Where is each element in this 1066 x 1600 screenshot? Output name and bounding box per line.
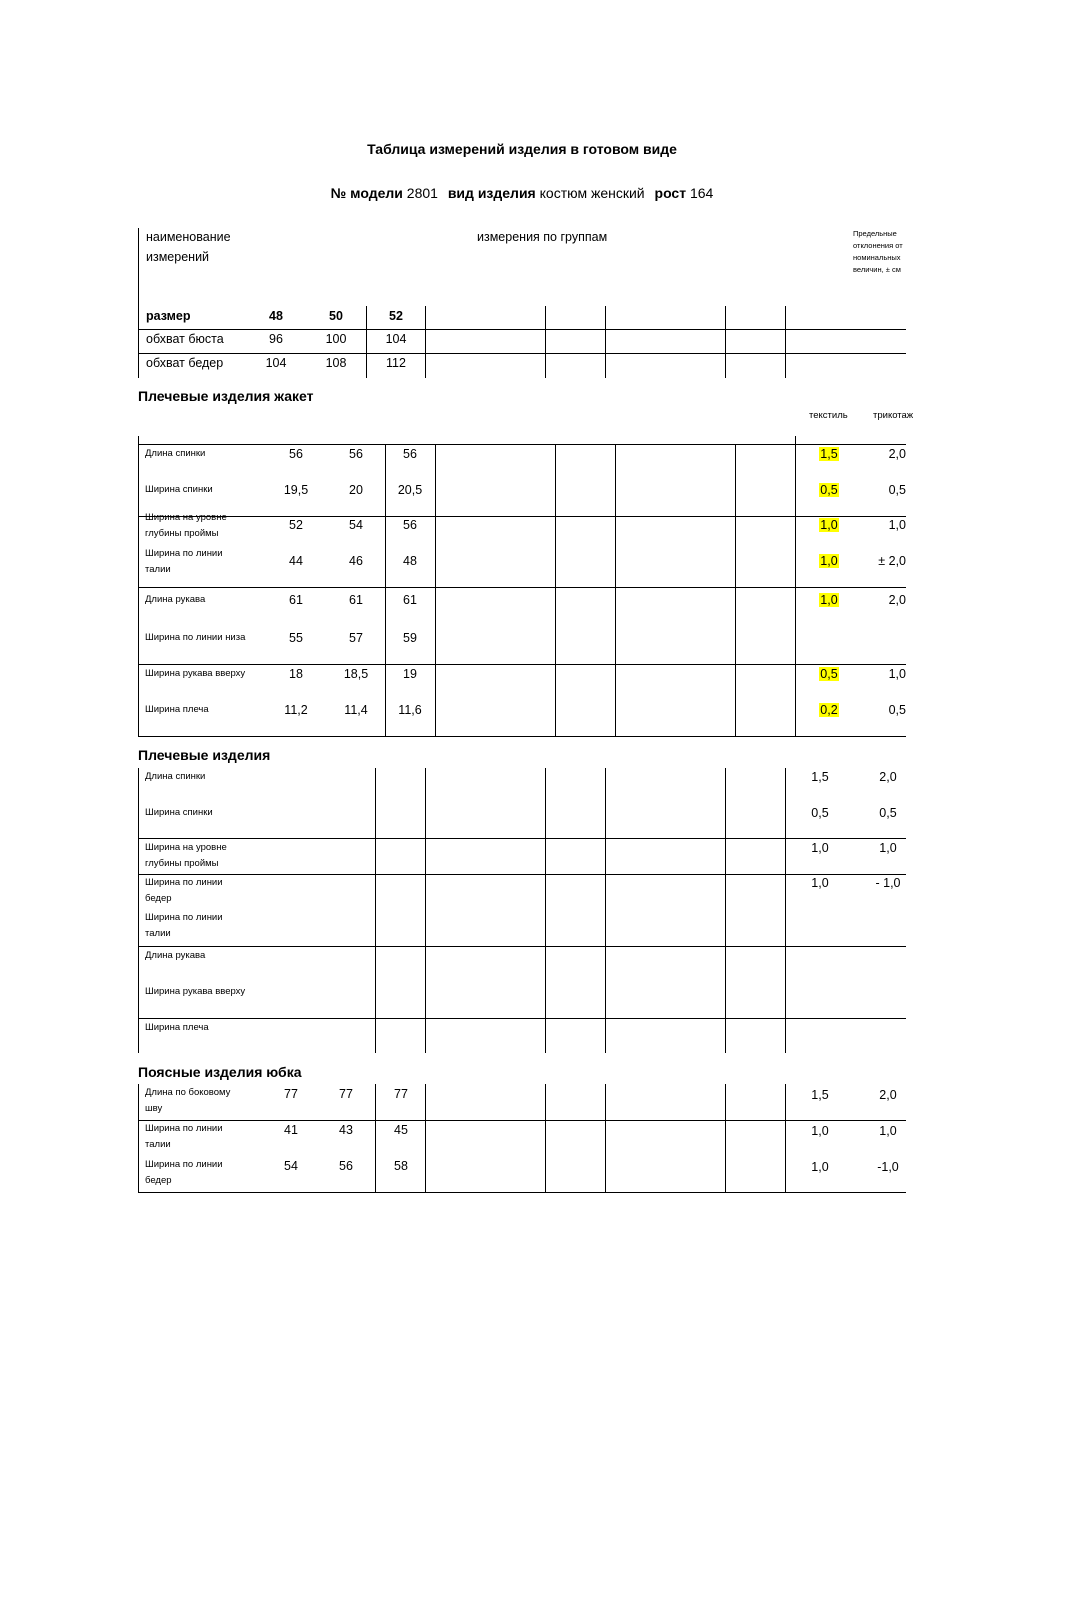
tol-knit: 1,0	[879, 841, 897, 855]
tol-textile: 1,0	[811, 876, 829, 890]
tol-knit: - 1,0	[875, 876, 901, 890]
tol-knit: 2,0	[888, 447, 906, 461]
size-value: 18,5	[343, 667, 369, 681]
row-label: Ширина по линии низа	[145, 632, 246, 643]
size-value: 56	[289, 447, 303, 461]
row-label: Ширина рукава вверху	[145, 986, 246, 997]
tol-knit: 0,5	[888, 703, 906, 717]
tol-knit: 2,0	[888, 593, 906, 607]
col-knit: трикотаж	[873, 410, 914, 421]
size-value: 11,4	[344, 703, 368, 717]
size-value: 61	[289, 593, 303, 607]
height-value: 164	[689, 185, 714, 201]
size-value: 54	[349, 518, 363, 532]
size-value: 56	[349, 447, 363, 461]
size-value: 61	[349, 593, 363, 607]
row-label: Ширина по линии	[145, 548, 223, 559]
row-label: Длина рукава	[145, 950, 206, 961]
row-label-2: бедер	[145, 1175, 172, 1186]
size-value: 11,2	[284, 703, 308, 717]
tol-textile: 1,0	[811, 1160, 829, 1174]
row-label: Ширина по линии	[145, 912, 223, 923]
row-label: Ширина спинки	[145, 484, 213, 495]
size-value: 57	[349, 631, 363, 645]
name-col-header: наименование	[146, 230, 231, 244]
section-title-skirt: Поясные изделия юбка	[138, 1064, 302, 1080]
tolerance-header: Предельные отклонения от номинальных величин, ± см	[853, 229, 903, 274]
tol-knit: 1,0	[879, 1124, 897, 1138]
row-label-2: глубины проймы	[145, 528, 219, 539]
tol-knit: ± 2,0	[878, 554, 906, 568]
size-value: 11,6	[398, 703, 422, 717]
tol-textile: 1,5	[811, 1088, 829, 1102]
model-line	[0, 185, 1044, 201]
row-label-2: талии	[145, 1139, 171, 1150]
size-value: 77	[394, 1087, 408, 1101]
size-value: 59	[403, 631, 417, 645]
tol-textile: 1,0	[820, 518, 838, 532]
tol-knit: 0,5	[888, 483, 906, 497]
row-label: Длина по боковому	[145, 1087, 231, 1098]
size-value: 56	[339, 1159, 353, 1173]
row-label: Ширина по линии	[145, 877, 223, 888]
row-label-2: шву	[145, 1103, 163, 1114]
row-label: Ширина на уровне	[145, 512, 227, 523]
size-value: 19,5	[283, 483, 309, 497]
section-title-shoulder: Плечевые изделия	[138, 747, 271, 763]
row-label: Ширина по линии	[145, 1123, 223, 1134]
size-value: 56	[403, 518, 417, 532]
row-label: Ширина плеча	[145, 704, 209, 715]
tol-textile: 1,0	[811, 1124, 829, 1138]
row-label: Ширина рукава вверху	[145, 668, 246, 679]
row-label: Длина спинки	[145, 448, 206, 459]
size-value: 77	[339, 1087, 353, 1101]
groups-col-header: измерения по группам	[477, 230, 608, 244]
size-value: 77	[284, 1087, 298, 1101]
tol-textile: 1,0	[820, 593, 838, 607]
row-label-2: талии	[145, 928, 171, 939]
tol-textile: 0,5	[820, 667, 838, 681]
section-title-jacket: Плечевые изделия жакет	[138, 388, 314, 404]
tol-textile: 0,2	[820, 703, 838, 717]
tol-textile: 1,5	[820, 447, 838, 461]
size-value: 45	[394, 1123, 408, 1137]
tol-textile: 0,5	[820, 483, 838, 497]
tol-textile: 1,0	[820, 554, 838, 568]
type-label: вид изделия	[447, 185, 536, 201]
row-label: Ширина на уровне	[145, 842, 227, 853]
size-value: 18	[289, 667, 303, 681]
size-value: 46	[349, 554, 363, 568]
tol-knit: 2,0	[879, 770, 897, 784]
type-value: костюм женский	[539, 185, 645, 201]
row-label: Ширина спинки	[145, 807, 213, 818]
row-label: Ширина по линии	[145, 1159, 223, 1170]
row-label-2: талии	[145, 564, 171, 575]
size-value: 20	[349, 483, 363, 497]
row-label-2: глубины проймы	[145, 858, 219, 869]
tol-textile: 1,5	[811, 770, 829, 784]
size-value: 56	[403, 447, 417, 461]
size-value: 55	[289, 631, 303, 645]
tol-textile: 1,0	[811, 841, 829, 855]
size-value: 44	[289, 554, 303, 568]
size-value: 58	[394, 1159, 408, 1173]
tol-knit: -1,0	[877, 1160, 899, 1174]
size-value: 54	[284, 1159, 298, 1173]
model-label: № модели	[330, 185, 403, 201]
size-value: 52	[289, 518, 303, 532]
model-value: 2801	[406, 185, 438, 201]
row-label-2: бедер	[145, 893, 172, 904]
tol-knit: 2,0	[879, 1088, 897, 1102]
tol-knit: 1,0	[888, 667, 906, 681]
row-label: Длина спинки	[145, 771, 206, 782]
size-value: 48	[403, 554, 417, 568]
size-value: 20,5	[397, 483, 423, 497]
row-label: Ширина плеча	[145, 1022, 209, 1033]
col-textile: текстиль	[809, 410, 848, 421]
size-value: 61	[403, 593, 417, 607]
size-value: 41	[284, 1123, 298, 1137]
tol-knit: 0,5	[879, 806, 897, 820]
size-value: 43	[339, 1123, 353, 1137]
page-title: Таблица измерений изделия в готовом виде	[367, 141, 677, 157]
name-col-header-2: измерений	[146, 250, 210, 264]
tol-knit: 1,0	[888, 518, 906, 532]
height-label: рост	[654, 185, 687, 201]
row-label: Длина рукава	[145, 594, 206, 605]
tol-textile: 0,5	[811, 806, 829, 820]
size-value: 19	[403, 667, 417, 681]
